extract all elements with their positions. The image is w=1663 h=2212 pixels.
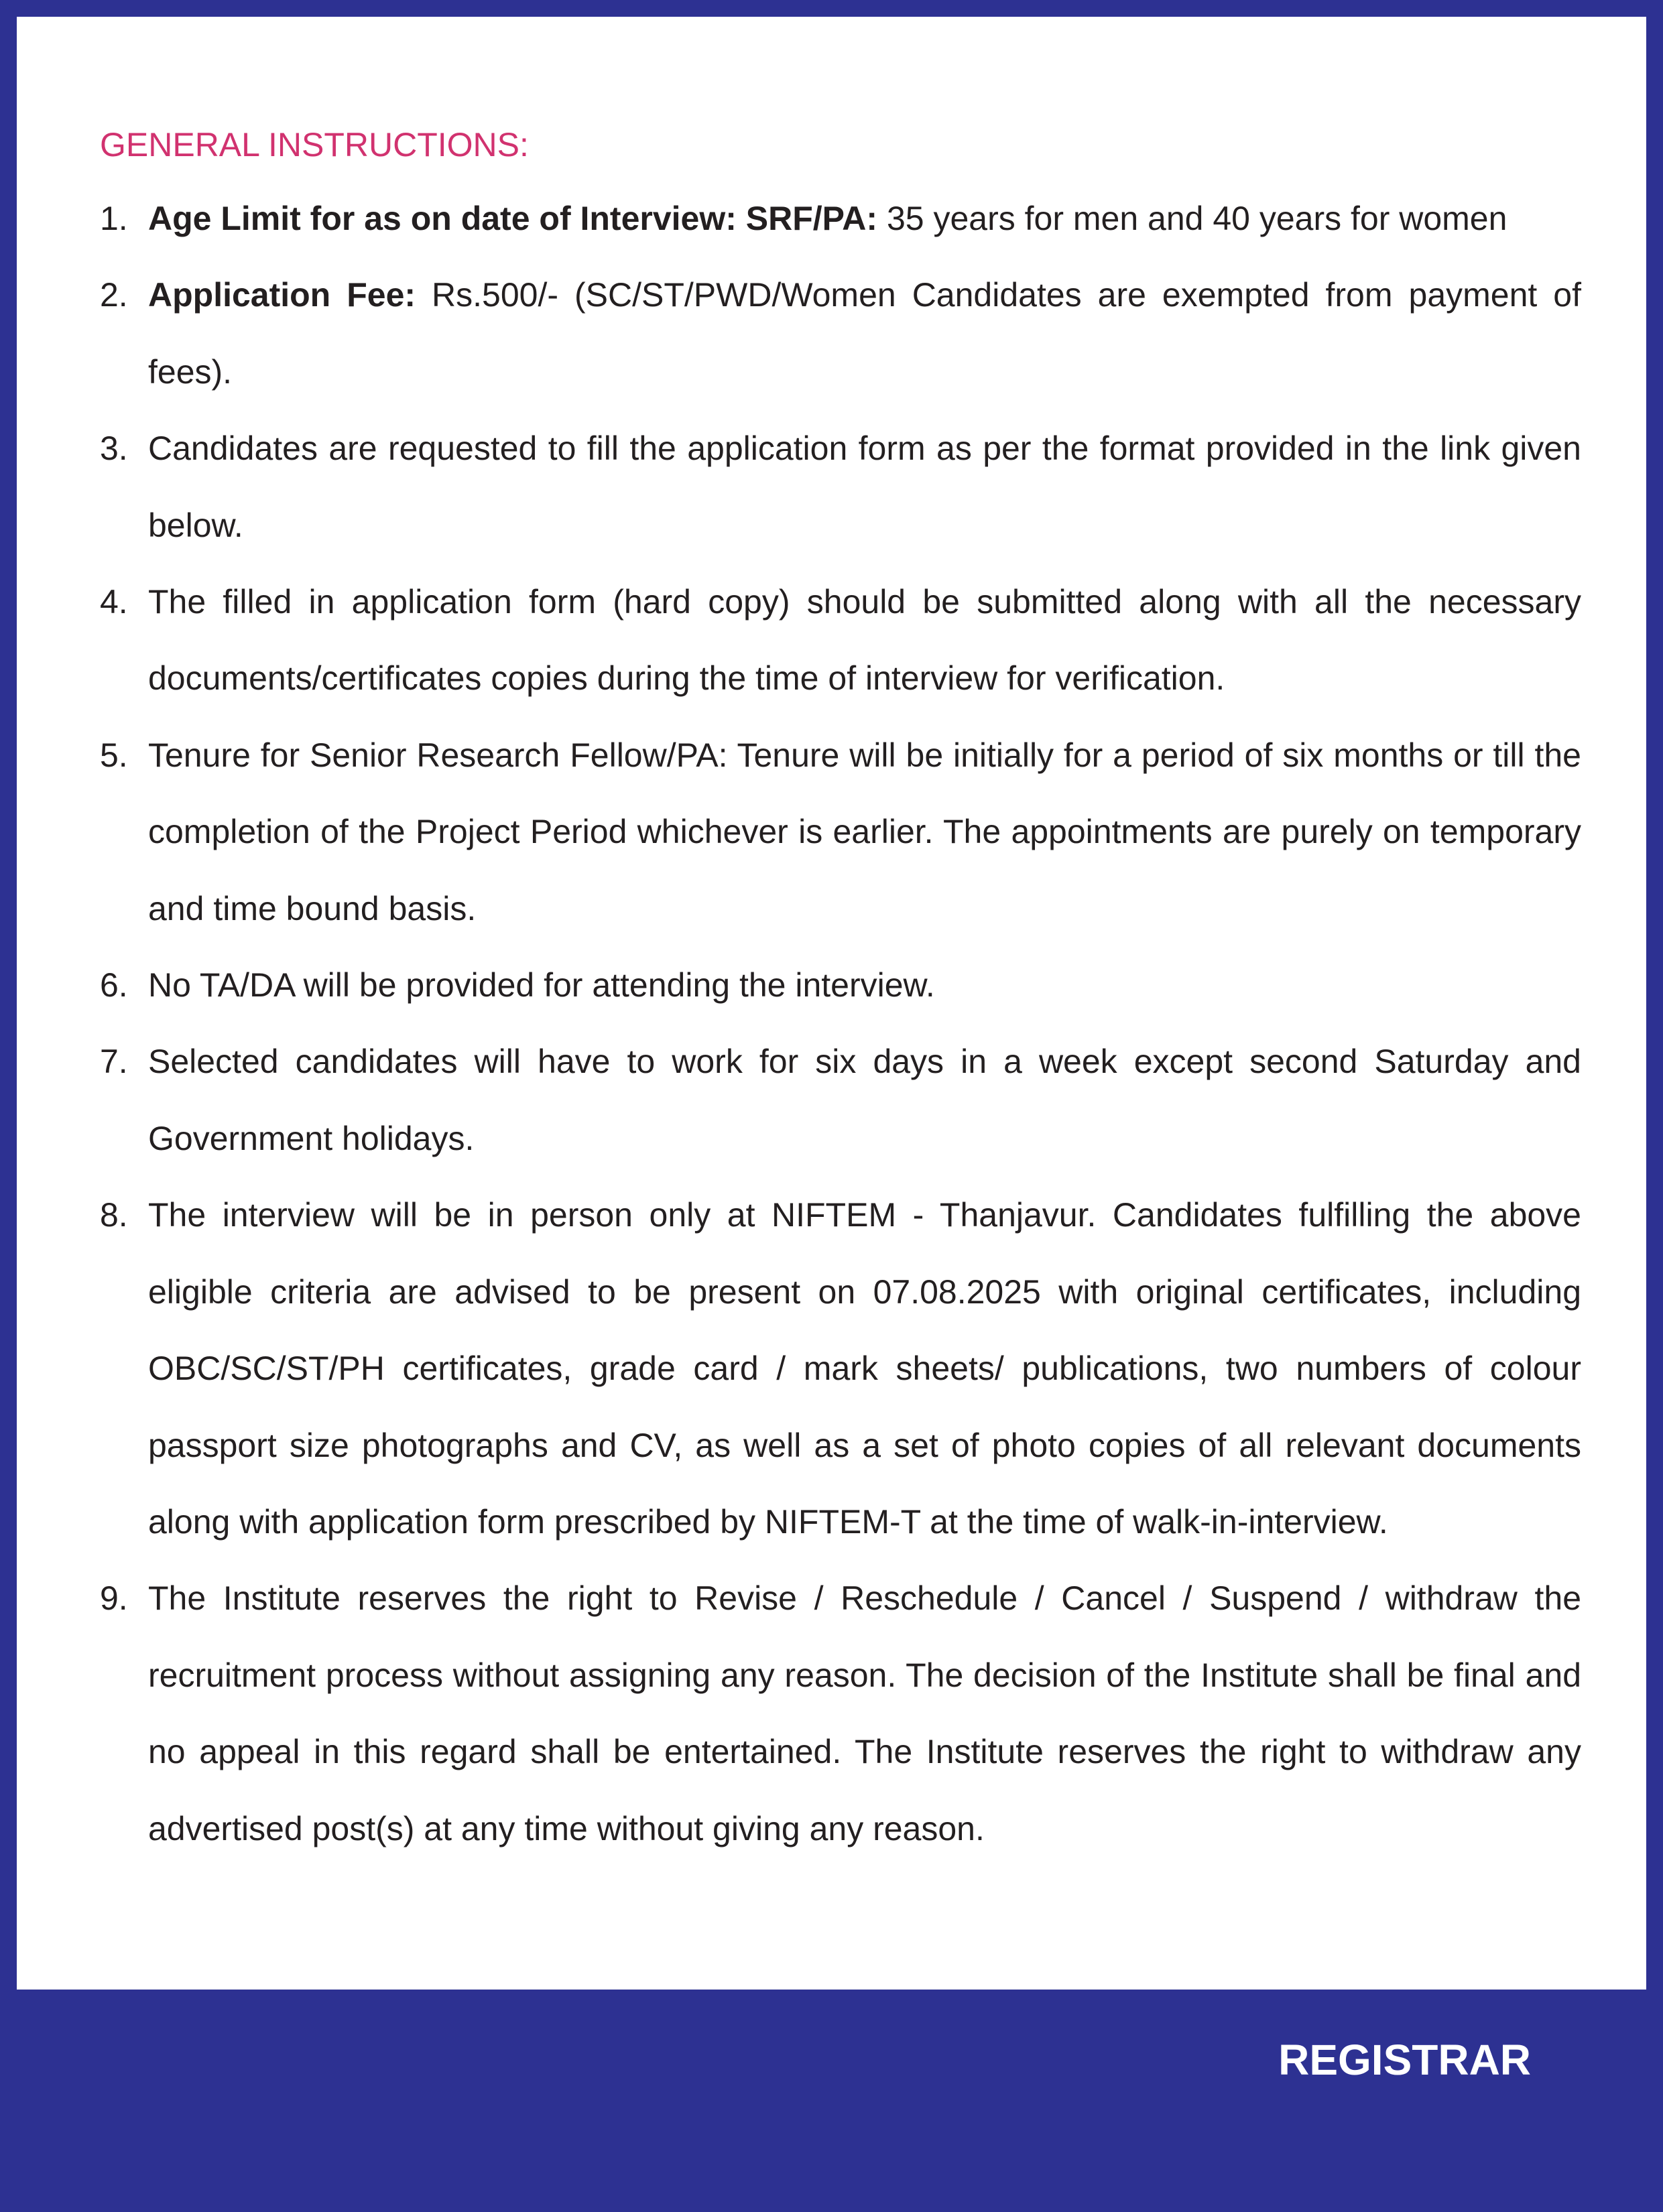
- item-bold-lead: Application Fee:: [148, 276, 416, 314]
- instruction-item-5: [100, 717, 1581, 947]
- registrar-signature: REGISTRAR: [1278, 2036, 1531, 2084]
- item-text: Tenure for Senior Research Fellow/PA: Tenure will be initially for a period of six months or till the completion of the Project Period whichever is earlier. The appointments are purely on temporary and time bound basis.: [148, 736, 1581, 927]
- instruction-item-9: [100, 1560, 1581, 1867]
- instruction-item-8: [100, 1177, 1581, 1560]
- item-bold-lead: Age Limit for as on date of Interview: SRF/PA:: [148, 200, 878, 237]
- instruction-item-1: [100, 180, 1581, 257]
- item-text: The Institute reserves the right to Revise / Reschedule / Cancel / Suspend / withdraw the recruitment process without assigning any reason. The decision of the Institute shall be final and no appeal in this regard shall be entertained. The Institute reserves the right to withdraw any advertised post(s) at any time without giving any reason.: [148, 1579, 1581, 1847]
- item-text: Selected candidates will have to work for six days in a week except second Saturday and Government holidays.: [148, 1043, 1581, 1157]
- general-instructions-heading: GENERAL INSTRUCTIONS:: [100, 126, 529, 164]
- instruction-item-7: [100, 1023, 1581, 1177]
- instruction-item-4: [100, 564, 1581, 717]
- instructions-list: [100, 180, 1581, 1867]
- item-text: 35 years for men and 40 years for women: [877, 200, 1507, 237]
- item-text: No TA/DA will be provided for attending the interview.: [148, 966, 935, 1004]
- item-text: Candidates are requested to fill the application form as per the format provided in the link given below.: [148, 430, 1581, 544]
- footer-band: [0, 1990, 1663, 2212]
- item-number: 3.: [100, 430, 128, 468]
- item-text: Rs.500/- (SC/ST/PWD/Women Candidates are exempted from payment of fees).: [148, 276, 1581, 391]
- item-text: The filled in application form (hard copy) should be submitted along with all the necessary documents/certificates copies during the time of interview for verification.: [148, 583, 1581, 698]
- item-number: 8.: [100, 1196, 128, 1234]
- item-number: 9.: [100, 1579, 128, 1618]
- instruction-item-3: [100, 410, 1581, 564]
- instruction-item-6: [100, 947, 1581, 1023]
- item-number: 2.: [100, 276, 128, 314]
- item-number: 1.: [100, 200, 128, 237]
- item-number: 4.: [100, 583, 128, 621]
- item-text: The interview will be in person only at NIFTEM - Thanjavur. Candidates fulfilling the above eligible criteria are advised to be present on 07.08.2025 with original certificates, including OBC/SC/ST/PH certificates, grade card / mark sheets/ publications, two numbers of colour passport size photographs and CV, as well as a set of photo copies of all relevant documents along with application form prescribed by NIFTEM-T at the time of walk-in-interview.: [148, 1196, 1581, 1541]
- item-number: 6.: [100, 966, 128, 1004]
- instruction-item-2: [100, 257, 1581, 410]
- item-number: 7.: [100, 1043, 128, 1081]
- item-number: 5.: [100, 736, 128, 774]
- notice-page: [17, 17, 1646, 1990]
